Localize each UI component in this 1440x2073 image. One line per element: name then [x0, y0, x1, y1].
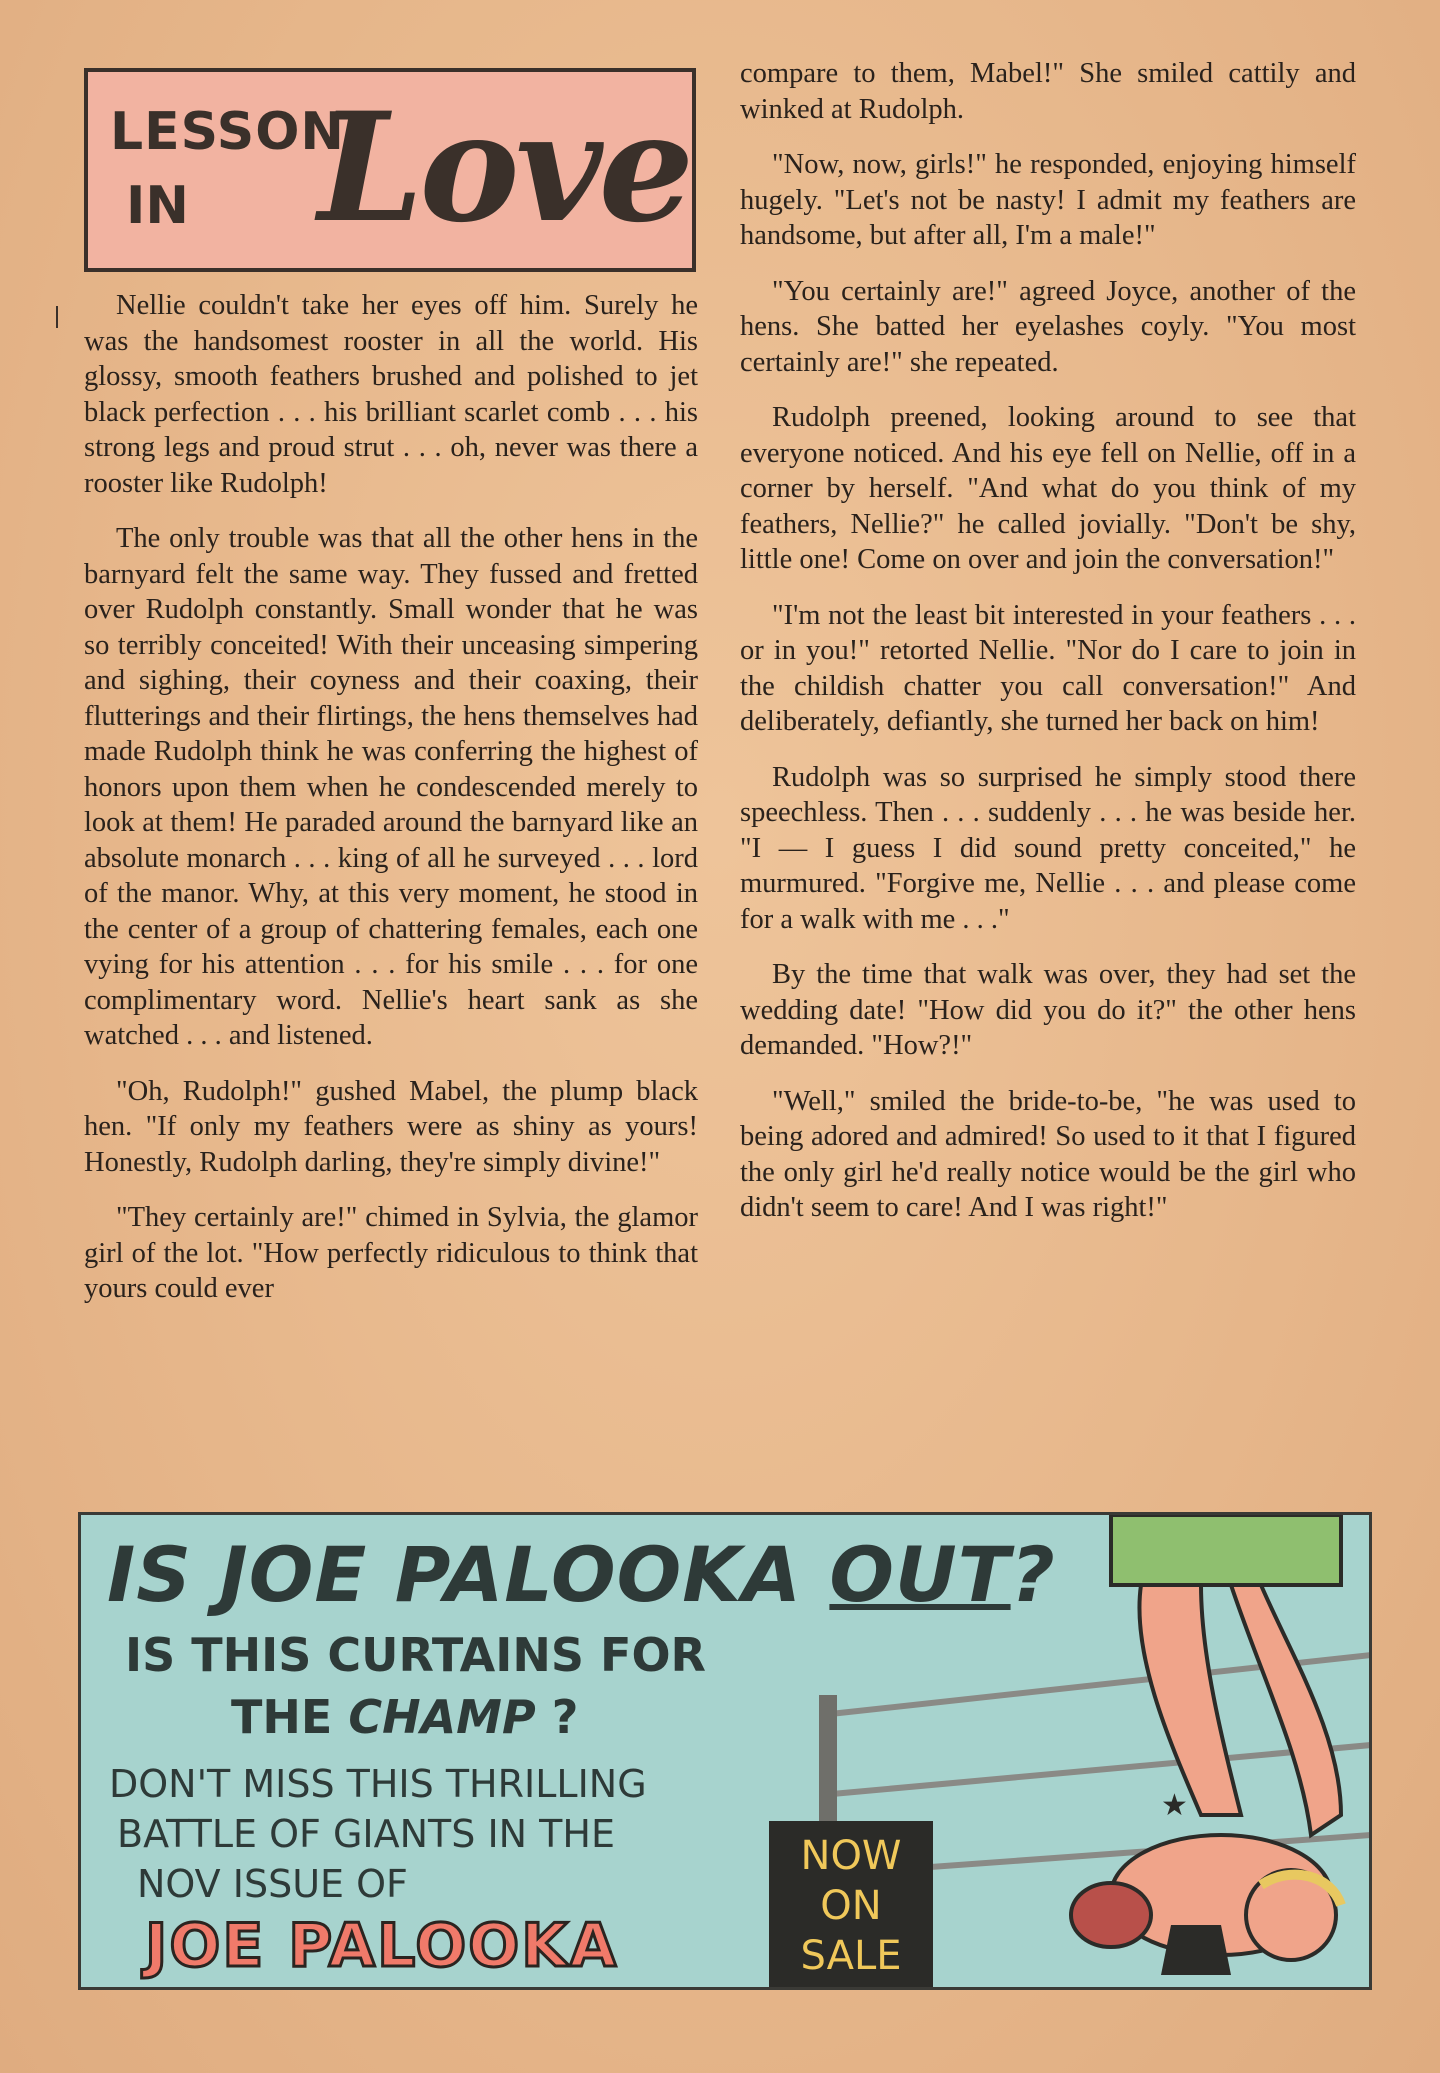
title-in: IN	[126, 176, 189, 236]
joe-palooka-advertisement	[78, 1512, 1372, 1990]
paragraph: By the time that walk was over, they had set the wedding date! "How did you do it?" the other hens demanded. "How?!"	[740, 959, 1356, 1061]
ad-headline: IS JOE PALOOKA OUT?	[107, 1530, 1056, 1619]
ad-subheadline-2: THE CHAMP ?	[231, 1690, 579, 1744]
joe-palooka-logo: JOE PALOOKA	[145, 1911, 619, 1981]
now-on-sale-badge	[769, 1821, 933, 1989]
ad-body-line: DON'T MISS THIS THRILLING	[109, 1762, 647, 1806]
sale-line: ON	[820, 1883, 882, 1929]
sale-line: NOW	[800, 1833, 902, 1879]
ad-subheadline-1: IS THIS CURTAINS FOR	[125, 1628, 706, 1682]
story-column-left	[84, 288, 698, 1327]
svg-text:★: ★	[1161, 1788, 1188, 1823]
paragraph: "Now, now, girls!" he responded, enjoying himself hugely. "Let's not be nasty! I admit my feathers are handsome, but after all, I'm a male!"	[740, 149, 1356, 251]
sale-line: SALE	[800, 1933, 902, 1979]
paragraph-continued: compare to them, Mabel!" She smiled cattily and winked at Rudolph.	[740, 58, 1356, 125]
ad-body-line: NOV ISSUE OF	[137, 1862, 408, 1906]
paragraph: Rudolph preened, looking around to see that everyone noticed. And his eye fell on Nellie, off in a corner by herself. "And what do you think of my feathers, Nellie?" he called jovially. "Don't be shy, little one! Come on over and join the conversation!"	[740, 402, 1356, 575]
paragraph: "They certainly are!" chimed in Sylvia, the glamor girl of the lot. "How perfectly ridiculous to think that yours could ever	[84, 1202, 698, 1304]
paragraph: "I'm not the least bit interested in your feathers . . . or in you!" retorted Nellie. "Nor do I care to join in the childish chatter you call conversation!" And deliberately, defiantly, she turned her back on him!	[740, 599, 1356, 737]
story-title-box	[84, 68, 696, 272]
paragraph: Nellie couldn't take her eyes off him. Surely he was the handsomest rooster in all the world. His glossy, smooth feathers brushed and polished to jet black perfection . . . his brilliant scarlet comb . . . his strong legs and proud strut . . . oh, never was there a rooster like Rudolph!	[84, 290, 698, 499]
margin-mark	[56, 306, 58, 328]
title-love-script: Love	[318, 80, 691, 256]
paragraph: "Oh, Rudolph!" gushed Mabel, the plump black hen. "If only my feathers were as shiny as yours! Honestly, Rudolph darling, they're simply divine!"	[84, 1075, 698, 1178]
ad-body-line: BATTLE OF GIANTS IN THE	[117, 1812, 615, 1856]
paragraph: The only trouble was that all the other hens in the barnyard felt the same way. They fussed and fretted over Rudolph constantly. Small wonder that he was so terribly conceited! With their unceasing simpering and sighing, their coyness and their coaxing, their flutterings and their flirtings, the hens themselves had made Rudolph think he was conferring the highest of honors upon them when he condescended merely to look at them! He paraded around the barnyard like an absolute monarch . . . king of all he surveyed . . . lord of the manor. Why, at this very moment, he stood in the center of a group of chattering females, each one vying for his attention . . . for his smile . . . for one complimentary word. Nellie's heart sank as she watched . . . and listened.	[84, 523, 698, 1051]
paragraph: Rudolph was so surprised he simply stood there speechless. Then . . . suddenly . . . he was beside her. "I — I guess I did sound pretty conceited," he murmured. "Forgive me, Nellie . . . and please come for a walk with me . . ."	[740, 761, 1356, 935]
paragraph: "Well," smiled the bride-to-be, "he was used to being adored and admired! So used to it that I figured the only girl he'd really notice would be the girl who didn't seem to care! And I was right!"	[740, 1085, 1356, 1223]
ad-body-text	[109, 1759, 647, 1909]
title-lesson: LESSON	[110, 102, 345, 162]
paragraph: "You certainly are!" agreed Joyce, another of the hens. She batted her eyelashes coyly. "You most certainly are!" she repeated.	[740, 275, 1356, 378]
story-column-right	[740, 56, 1356, 1246]
